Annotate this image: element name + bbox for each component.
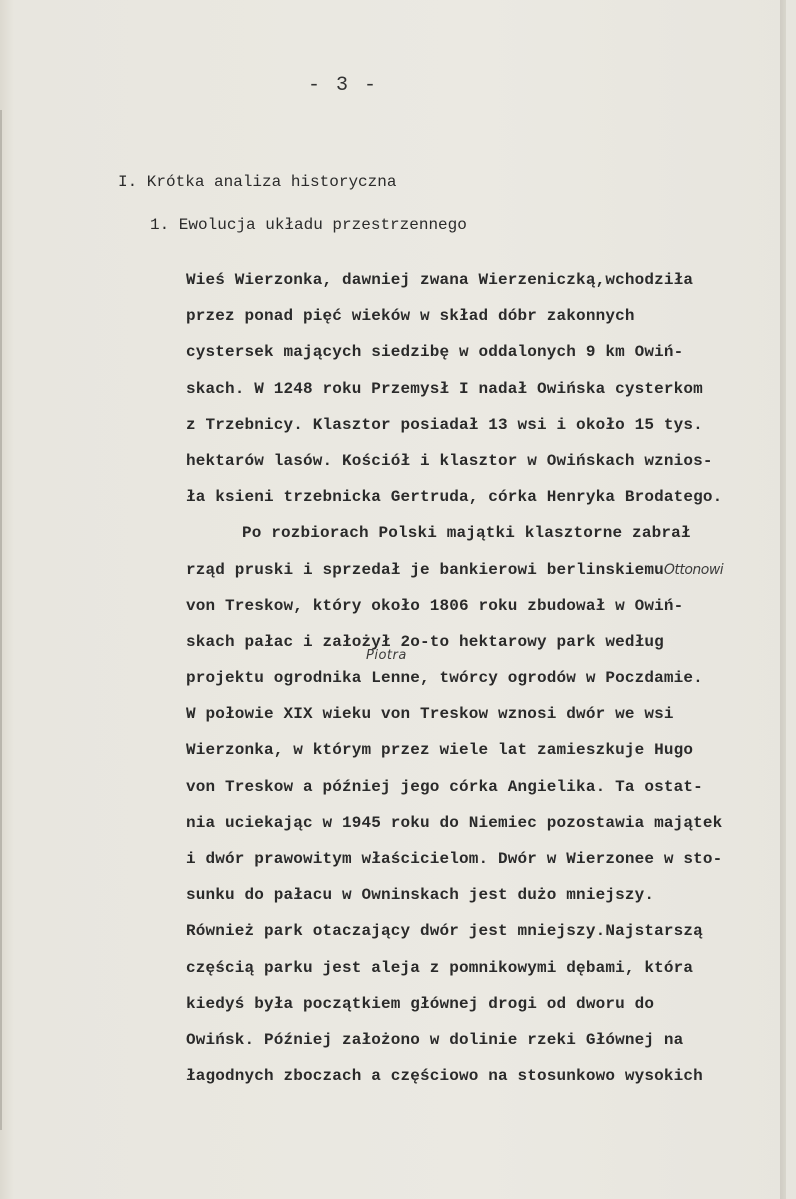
text-line: skach. W 1248 roku Przemysł I nadał Owińska cysterkom: [186, 379, 703, 398]
text-line: Wierzonka, w którym przez wiele lat zamieszkuje Hugo: [186, 741, 694, 760]
text-line: projektu ogrodnika Lenne, twórcy ogrodów w Poczdamie.: [186, 669, 703, 688]
page-right-edge: [780, 0, 786, 1199]
text-line: von Treskow, który około 1806 roku zbudował w Owiń-: [186, 596, 684, 615]
text-line: nia uciekając w 1945 roku do Niemiec pozostawia majątek: [186, 813, 723, 832]
text-line: skach pałac i założył 2o-to hektarowy park według: [186, 632, 664, 651]
handwritten-annotation-above: Piotra: [366, 648, 407, 663]
subsection-heading: 1. Ewolucja układu przestrzennego: [150, 216, 467, 234]
text-line: Owińsk. Później założono w dolinie rzeki Głównej na: [186, 1030, 684, 1049]
text-line: sunku do pałacu w Owninskach jest dużo mniejszy.: [186, 886, 655, 905]
text-line: przez ponad pięć wieków w skład dóbr zakonnych: [186, 307, 635, 326]
page-number: - 3 -: [308, 74, 379, 97]
body-paragraph: [186, 262, 723, 1094]
text-line: hektarów lasów. Kościół i klasztor w Owińskach wznios-: [186, 451, 713, 470]
text-line: kiedyś była początkiem głównej drogi od dworu do: [186, 994, 655, 1013]
text-line: Również park otaczający dwór jest mniejszy.Najstarszą: [186, 922, 703, 941]
text-segment: rząd pruski i sprzedał je bankierowi berlinskiemu: [186, 560, 664, 579]
text-line: i dwór prawowitym właścicielom. Dwór w Wierzonee w sto-: [186, 850, 723, 868]
handwritten-annotation-inline: Ottonowi: [663, 561, 724, 578]
page-left-edge: [0, 110, 2, 1130]
text-line-with-annotation: [186, 552, 723, 588]
text-line: częścią parku jest aleja z pomnikowymi dębami, która: [186, 958, 694, 977]
text-line: łagodnych zboczach a częściowo na stosunkowo wysokich: [186, 1067, 703, 1086]
text-line: Wieś Wierzonka, dawniej zwana Wierzeniczką,wchodziła: [186, 271, 694, 289]
text-line: ła ksieni trzebnicka Gertruda, córka Henryka Brodatego.: [186, 488, 723, 507]
text-line: z Trzebnicy. Klasztor posiadał 13 wsi i około 15 tys.: [186, 415, 703, 434]
text-line: cystersek mających siedzibę w oddalonych 9 km Owiń-: [186, 343, 684, 362]
section-heading: I. Krótka analiza historyczna: [118, 173, 397, 191]
text-line: von Treskow a później jego córka Angielika. Ta ostat-: [186, 777, 703, 796]
text-line: Po rozbiorach Polski majątki klasztorne zabrał: [242, 524, 691, 543]
text-line: W połowie XIX wieku von Treskow wznosi dwór we wsi: [186, 705, 674, 724]
